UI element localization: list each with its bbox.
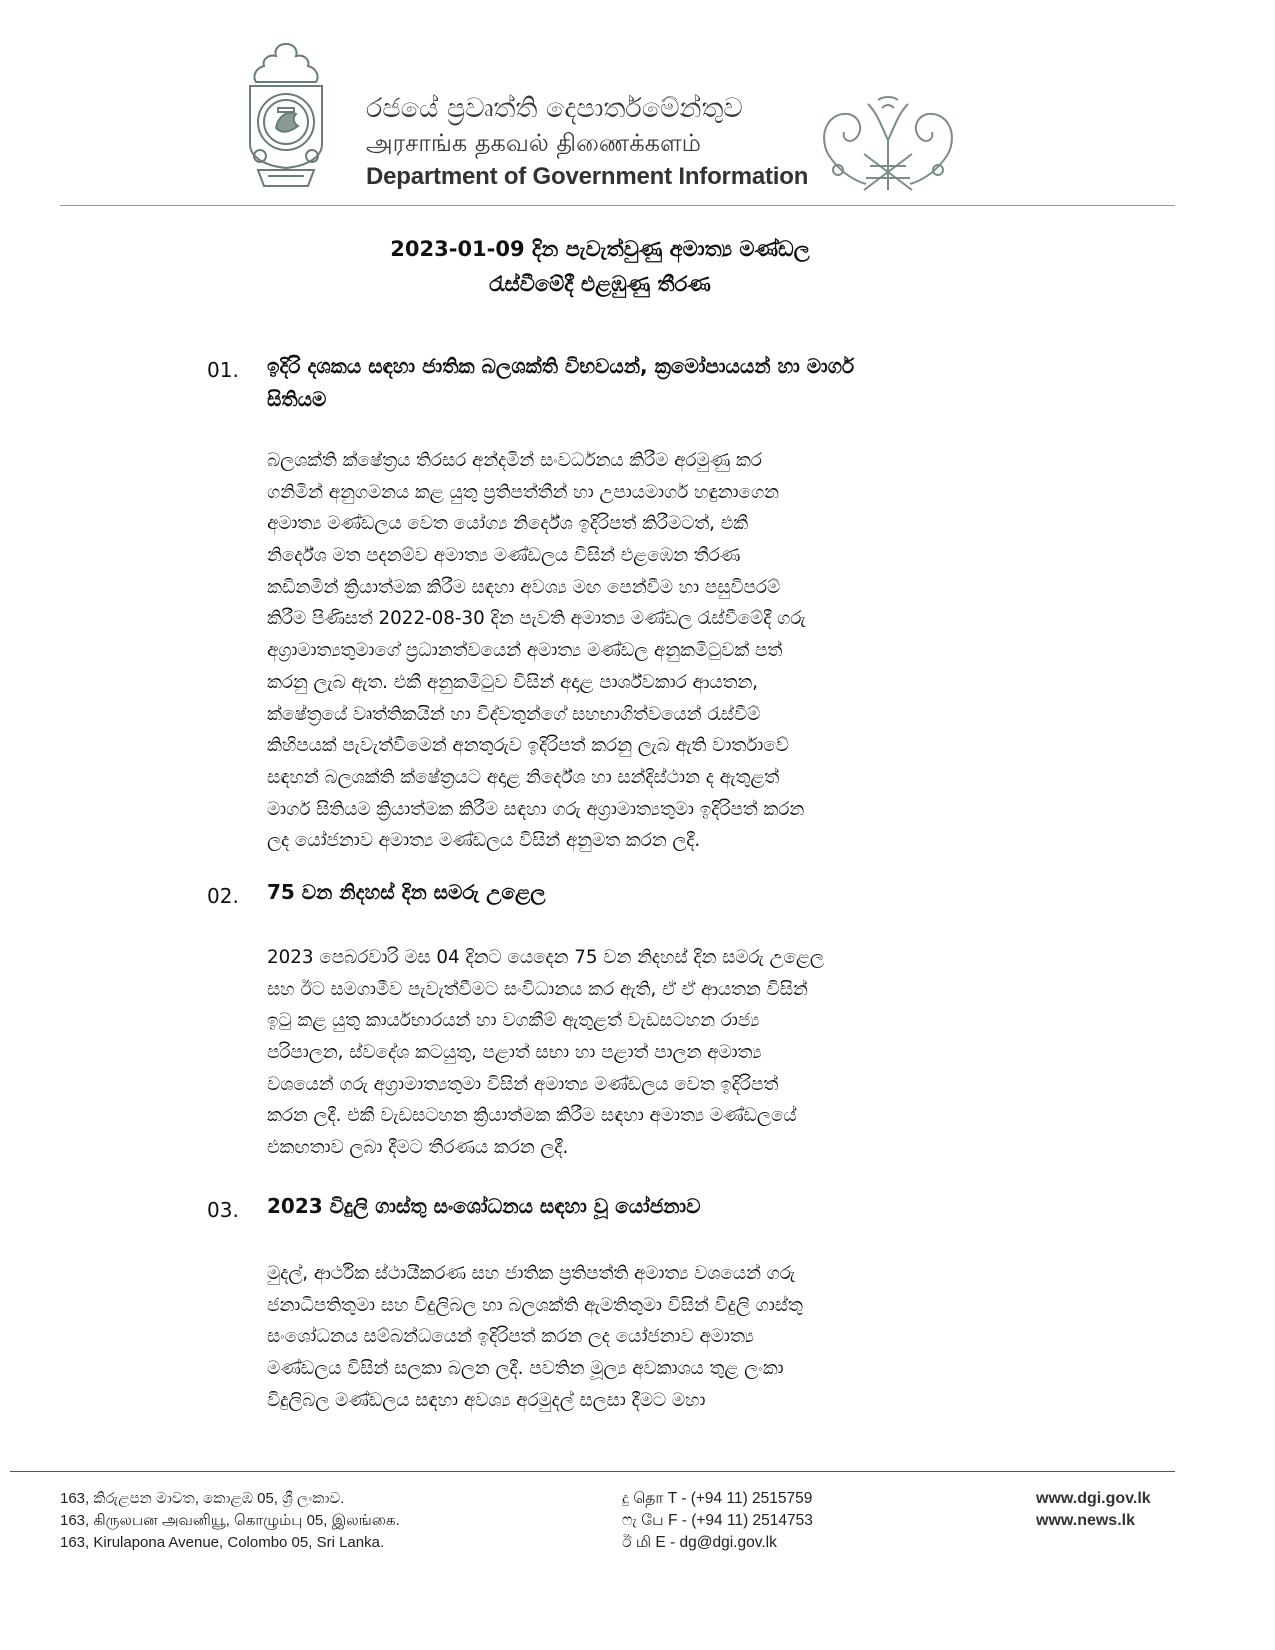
body-line: ජනාධිපතිතුමා සහ විදුලිබල හා බලශක්ති ඇමතිතුමා විසින් විදුලි ගාස්තු (267, 1294, 803, 1316)
item-heading (267, 876, 1042, 909)
body-line: 2023 පෙබරවාරි මස 04 දිනට යෙදෙන 75 වන නිදහස් දින සමරු උළෙල (267, 947, 824, 968)
body-line: සහ ඊට සමගාමීව පැවැත්වීමට සංවිධානය කර ඇති, ඒ ඒ ආයතන විසින් (267, 978, 808, 1000)
org-name-sinhala: රජයේ ප්‍රවෘත්ති දෙපාර්තමේන්තුව (366, 93, 743, 124)
body-line: සංශෝධනය සම්බන්ධයෙන් ඉදිරිපත් කරන ලද යෝජනාව අමාත්‍ය (267, 1326, 754, 1348)
body-line: එකඟතාව ලබා දීමට තීරණය කරන ලදී. (267, 1137, 569, 1159)
item-heading-line: 75 වන නිදහස් දින සමරු උළෙල (267, 880, 546, 904)
item-heading-line: සිතියම (267, 387, 327, 411)
document-title (200, 232, 1000, 302)
body-line: ගනිමින් අනුගමනය කළ යුතු ප්‍රතිපත්තීන් හා උපායමාර්ග හඳුනාගෙන (267, 481, 779, 503)
body-line: කිහිපයක් පැවැත්වීමෙන් අනතුරුව ඉදිරිපත් කරනු ලැබ ඇති වාර්තාවේ (267, 735, 789, 757)
body-line: මාර්ග සිතියම ක්‍රියාත්මක කිරීම සඳහා ගරු අග්‍රාමාත්‍යතුමා ඉදිරිපත් කරන (267, 798, 805, 820)
footer-divider (10, 1471, 1175, 1472)
footer-address (60, 1488, 480, 1554)
title-line-2: රැස්වීමේදී එළඹුණු තීරණ (489, 272, 711, 296)
contact-email: ඊ மி E - dg@dgi.gov.lk (622, 1534, 777, 1551)
body-line: කඩිනමින් ක්‍රියාත්මක කිරීම සඳහා අවශ්‍ය මඟ පෙන්වීම හා පසුවිපරම් (267, 576, 781, 598)
body-line: මුදල්, ආර්ථික ස්ථායීකරණ සහ ජාතික ප්‍රතිපත්ති අමාත්‍ය වශයෙන් ගරු (267, 1263, 795, 1284)
contact-phone: දු தொ T - (+94 11) 2515759 (622, 1490, 813, 1507)
body-line: අමාත්‍ය මණ්ඩලය වෙත යෝග්‍ය නිර්දේශ ඉදිරිපත් කිරීමටත්, එකී (267, 513, 748, 535)
address-line: 163, Kirulapona Avenue, Colombo 05, Sri Lanka. (60, 1534, 385, 1551)
body-line: පරිපාලන, ස්වදේශ කටයුතු, පළාත් සභා හා පළාත් පාලන අමාත්‍ය (267, 1042, 762, 1064)
header-divider (60, 205, 1175, 206)
title-line-1: 2023-01-09 දින පැවැත්වුණු අමාත්‍ය මණ්ඩල (390, 237, 810, 261)
item-body (267, 1258, 1042, 1416)
item-body (267, 942, 1042, 1164)
body-line: කිරීම පිණිසත් 2022-08-30 දින පැවති අමාත්‍ය මණ්ඩල රැස්වීමේදී ගරු (267, 608, 806, 630)
contact-fax: ෆැ பே F - (+94 11) 2514753 (622, 1512, 813, 1529)
website-link[interactable]: www.news.lk (1036, 1512, 1135, 1529)
organization-names (366, 92, 809, 194)
body-line: කරන ලදී. එකී වැඩසටහන ක්‍රියාත්මක කිරීම සඳහා අමාත්‍ය මණ්ඩලයේ (267, 1105, 797, 1127)
body-line: ලද යෝජනාව අමාත්‍ය මණ්ඩලය විසින් අනුමත කරන ලදී. (267, 830, 701, 852)
item-number: 01. (207, 358, 239, 382)
body-line: වශයෙන් ගරු අග්‍රාමාත්‍යතුමා විසින් අමාත්‍ය මණ්ඩලය වෙත ඉදිරිපත් (267, 1073, 779, 1095)
org-name-english: Department of Government Information (366, 163, 809, 190)
item-number: 03. (207, 1198, 239, 1222)
body-line: අග්‍රාමාත්‍යතුමාගේ ප්‍රධානත්වයෙන් අමාත්‍ය මණ්ඩල අනුකමිටුවක් පත් (267, 640, 783, 662)
item-heading (267, 350, 1042, 416)
body-line: නිර්දේශ මත පදනම්ව අමාත්‍ය මණ්ඩලය විසින් එළඹෙන තීරණ (267, 545, 741, 567)
body-line: ඉටු කළ යුතු කාර්යභාරයන් හා වගකීම් ඇතුළත් වැඩසටහන රාජ්‍ය (267, 1010, 760, 1032)
item-heading (267, 1190, 1042, 1223)
address-line: 163, කිරුළපන මාවත, කොළඹ 05, ශ්‍රී ලංකාව. (60, 1490, 345, 1507)
body-line: මණ්ඩලය විසින් සලකා බලන ලදී. පවතින මූල්‍ය අවකාශය තුළ ලංකා (267, 1358, 784, 1380)
item-heading-line: ඉදිරි දශකය සඳහා ජාතික බලශක්ති විභවයන්, ක්‍රමෝපායයන් හා මාර්ග (267, 354, 855, 378)
body-line: සඳහන් බලශක්ති ක්ෂේත්‍රයට අදාළ නිර්දේශ හා සන්දිස්ථාන ද ඇතුළත් (267, 766, 780, 788)
traditional-swan-motif-icon (808, 94, 968, 194)
body-line: ක්ෂේත්‍රයේ වෘත්තිකයින් හා විද්වතුන්ගේ සහභාගිත්වයෙන් රැස්වීම් (267, 703, 761, 725)
item-body (267, 445, 1042, 857)
footer-contacts (622, 1488, 922, 1554)
footer-websites (1036, 1488, 1176, 1532)
body-line: බලශක්ති ක්ෂේත්‍රය තිරසර අන්දමින් සංවර්ධනය කිරීම අරමුණු කර (267, 450, 762, 471)
item-heading-line: 2023 විදුලි ගාස්තු සංශෝධනය සඳහා වූ යෝජනාව (267, 1194, 701, 1218)
body-line: කරනු ලැබ ඇත. එකී අනුකමිටුව විසින් අදාළ පාර්ශ්වකාර ආයතන, (267, 671, 758, 693)
sri-lanka-state-emblem-icon (238, 40, 334, 190)
item-number: 02. (207, 884, 239, 908)
body-line: විදුලිබල මණ්ඩලය සඳහා අවශ්‍ය අරමුදල් සලසා දීමට මහා (267, 1389, 706, 1411)
org-name-tamil: அரசாங்க தகவல் திணைக்களம் (366, 129, 701, 157)
website-link[interactable]: www.dgi.gov.lk (1036, 1490, 1151, 1507)
address-line: 163, கிருலபன அவனியூ, கொழும்பு 05, இலங்கை. (60, 1512, 400, 1529)
